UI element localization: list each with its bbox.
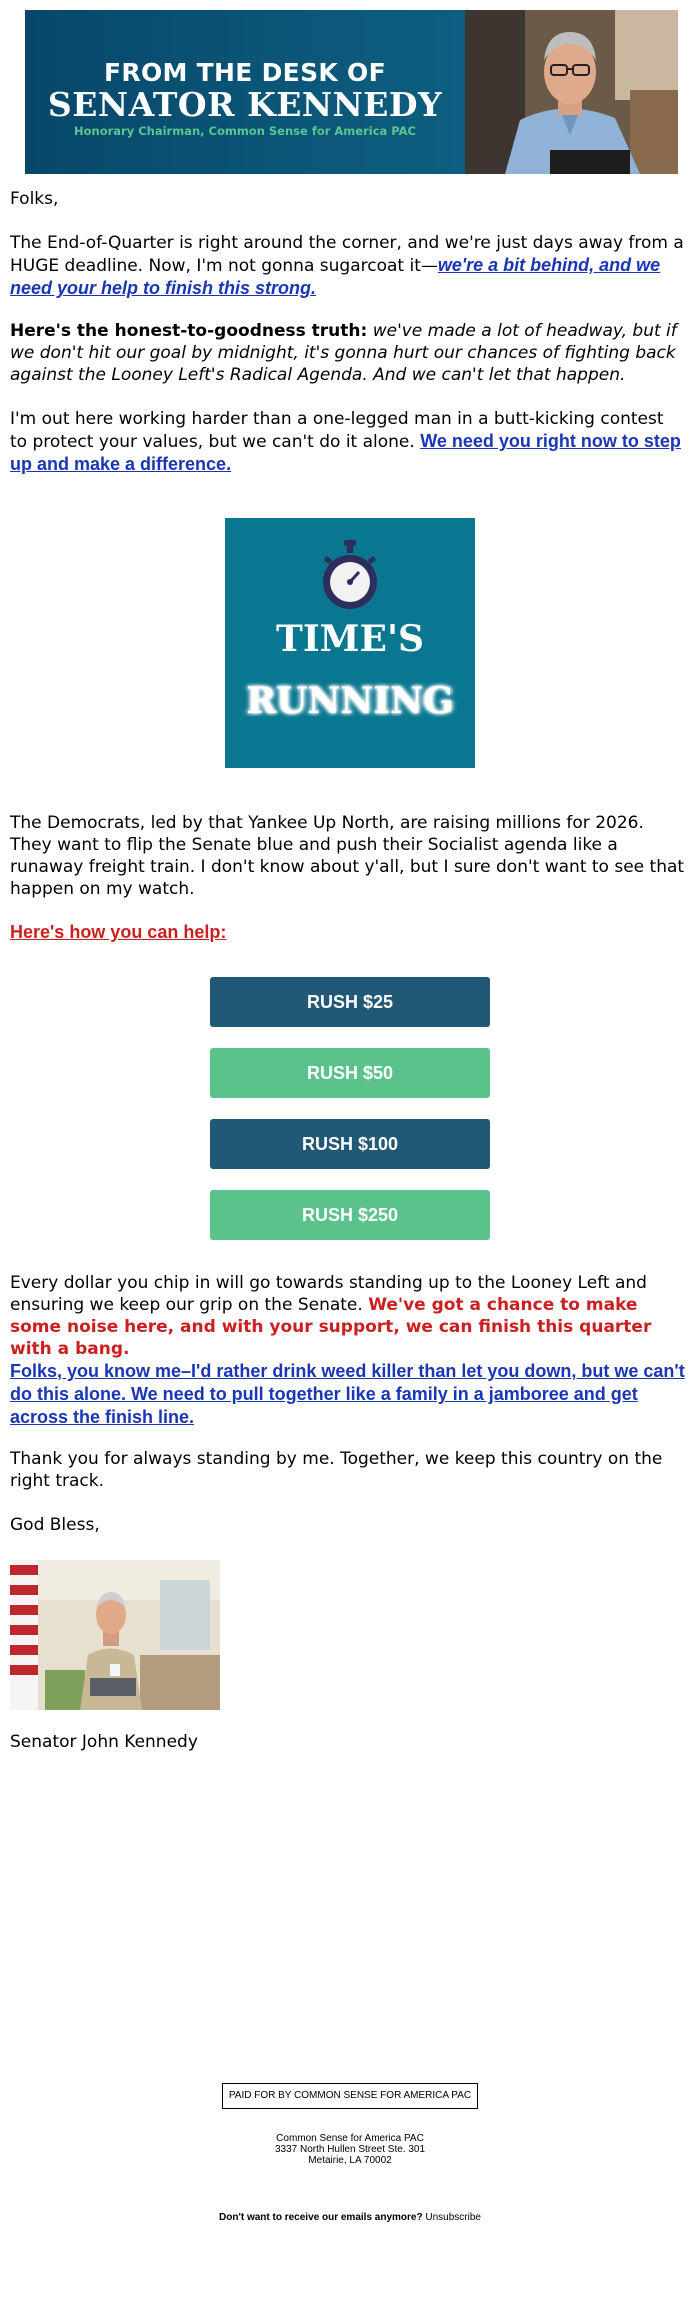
paragraph-thanks: Thank you for always standing by me. Together, we keep this country on the right track. bbox=[10, 1449, 663, 1491]
banner-subtitle: Honorary Chairman, Common Sense for America PAC bbox=[73, 124, 416, 138]
times-running-image[interactable] bbox=[225, 518, 475, 768]
footer-city: Metairie, LA 70002 bbox=[308, 2155, 392, 2166]
unsubscribe-line bbox=[0, 2212, 700, 2223]
unsubscribe-question: Don't want to receive our emails anymore? bbox=[219, 2212, 423, 2223]
running-heading: RUNNING bbox=[246, 680, 454, 722]
footer-street: 3337 North Hullen Street Ste. 301 bbox=[274, 2144, 426, 2155]
stopwatch-icon bbox=[319, 540, 381, 612]
paid-for-disclaimer: PAID FOR BY COMMON SENSE FOR AMERICA PAC bbox=[222, 2083, 478, 2109]
banner-text-block bbox=[25, 10, 465, 174]
times-heading: TIME'S bbox=[276, 618, 424, 660]
unsubscribe-link[interactable]: Unsubscribe bbox=[425, 2212, 481, 2223]
closing: God Bless, bbox=[10, 1515, 100, 1535]
paragraph-truth bbox=[10, 320, 685, 386]
paragraph-working-hard bbox=[10, 408, 685, 476]
salutation: Folks, bbox=[10, 189, 59, 209]
donate-link-step-up[interactable]: We need you right now to step up and make a difference. bbox=[10, 431, 681, 474]
paragraph-democrats: The Democrats, led by that Yankee Up North, are raising millions for 2026. They want to flip the Senate blue and push their Socialist agenda like a runaway freight train. I don't know about y'all, but I sure don't want to see that happen on my watch. bbox=[10, 813, 685, 899]
working-hard-text: I'm out here working harder than a one-legged man in a butt-kicking contest to protect your values, but we can't do it alone. bbox=[10, 409, 664, 452]
every-dollar-text: Every dollar you chip in will go towards standing up to the Looney Left and ensuring we keep our grip on the Senate. bbox=[10, 1273, 647, 1315]
banner-line-1: FROM THE DESK OF bbox=[104, 58, 386, 87]
rush-25-button[interactable]: RUSH $25 bbox=[210, 977, 490, 1027]
paragraph-folks-link bbox=[10, 1360, 685, 1429]
header-banner bbox=[25, 10, 678, 174]
banner-title: SENATOR KENNEDY bbox=[47, 85, 443, 124]
signature-name: Senator John Kennedy bbox=[10, 1732, 198, 1752]
donate-link-finish-line[interactable]: Folks, you know me–I'd rather drink weed killer than let you down, but we can't do this alone. We need to pull together like a family in a jamboree and get across the finish line. bbox=[10, 1361, 685, 1427]
rush-100-button[interactable]: RUSH $100 bbox=[210, 1119, 490, 1169]
senator-signature-photo bbox=[10, 1560, 220, 1710]
footer-address bbox=[0, 2133, 700, 2166]
footer-org-name: Common Sense for America PAC bbox=[276, 2133, 424, 2144]
rush-50-button[interactable]: RUSH $50 bbox=[210, 1048, 490, 1098]
help-heading-link[interactable]: Here's how you can help: bbox=[10, 922, 227, 942]
every-dollar-red-text: We've got a chance to make some noise here, and with your support, we can finish this quarter with a bang. bbox=[10, 1295, 652, 1359]
truth-text: we've made a lot of headway, but if we don't hit our goal by midnight, it's gonna hurt our chances of fighting back against the Looney Left's Radical Agenda. And we can't let that happen. bbox=[10, 321, 677, 385]
donate-link-behind[interactable]: we're a bit behind, and we need your help to finish this strong. bbox=[10, 255, 661, 298]
paragraph-every-dollar bbox=[10, 1272, 685, 1360]
rush-250-button[interactable]: RUSH $250 bbox=[210, 1190, 490, 1240]
paragraph-intro bbox=[10, 232, 685, 300]
senator-portrait-photo bbox=[465, 10, 678, 174]
intro-text: The End-of-Quarter is right around the corner, and we're just days away from a HUGE deadline. Now, I'm not gonna sugarcoat it— bbox=[10, 233, 684, 276]
truth-lead: Here's the honest-to-goodness truth: bbox=[10, 321, 368, 341]
